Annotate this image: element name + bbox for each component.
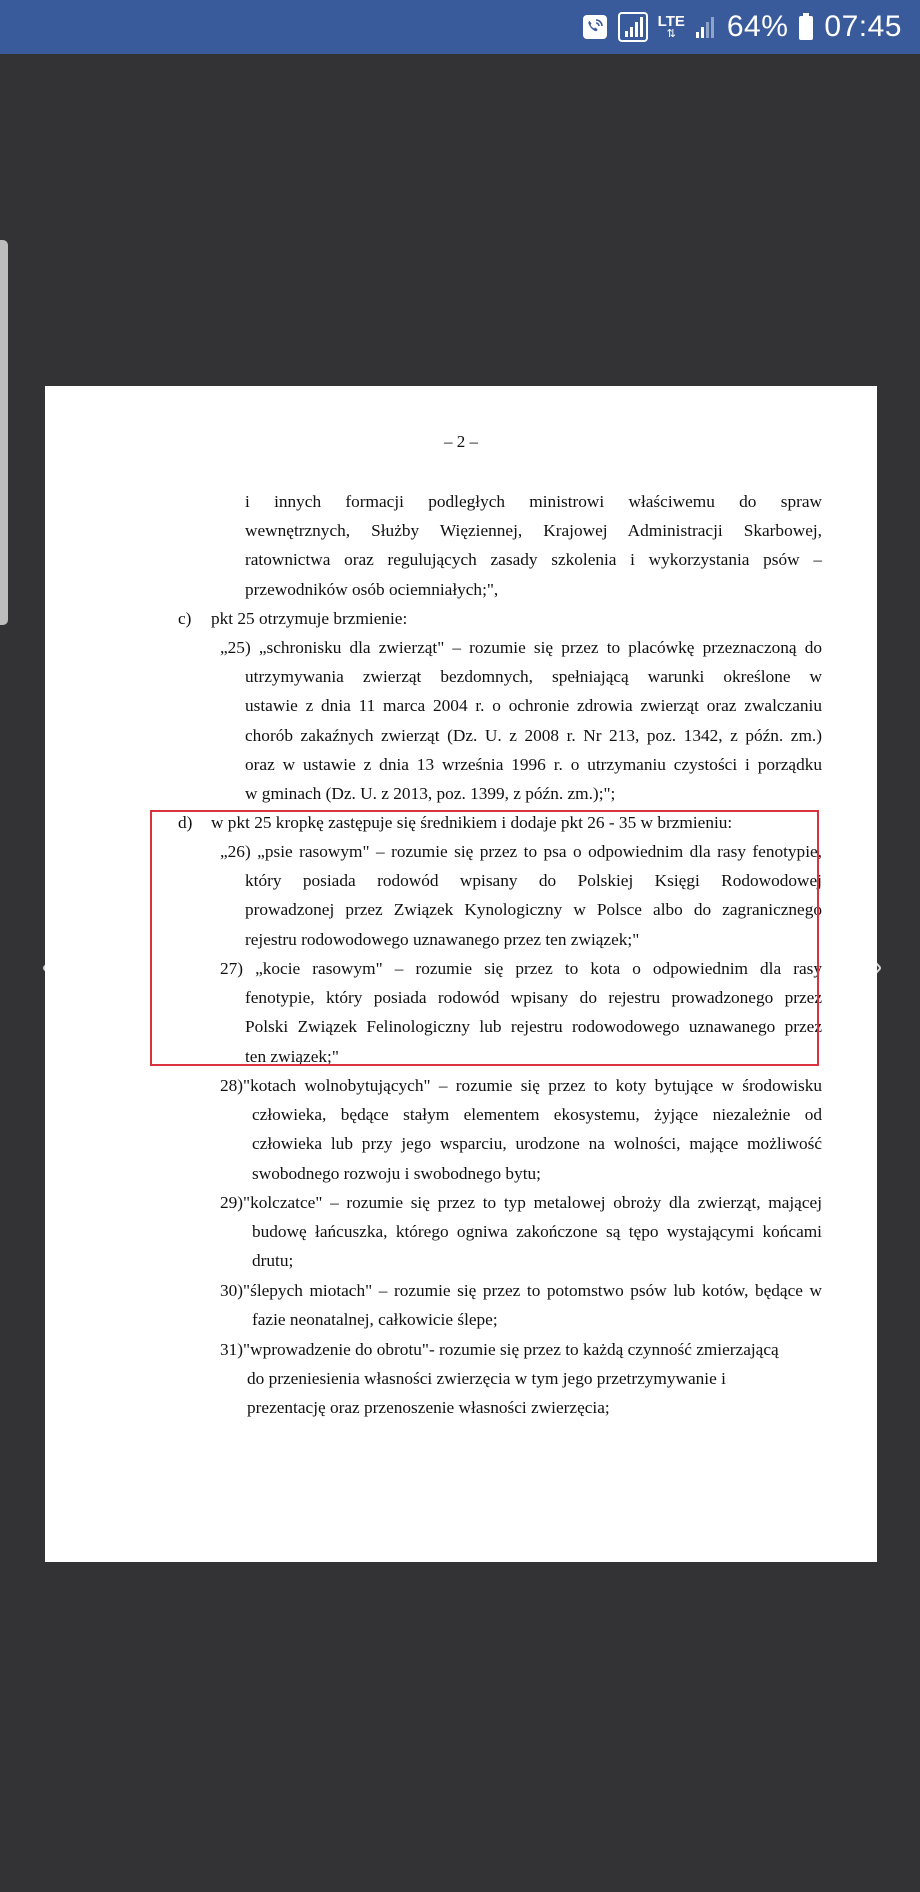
text-line: 27) „kocie rasowym" – rozumie się przez to kota o odpowiednim dla rasy	[220, 959, 822, 978]
text-line: prowadzonej przez Związek Kynologiczny w Polsce albo do zagranicznego	[245, 900, 822, 920]
status-icons	[582, 0, 902, 54]
text-line: „26) „psie rasowym" – rozumie się przez to psa o odpowiednim dla rasy fenotypie,	[220, 842, 822, 861]
text-line: wewnętrznych, Służby Więziennej, Krajowej Administracji Skarbowej,	[245, 521, 822, 541]
text-line: człowieka lub przy jego wsparciu, urodzone na wolności, mające możliwość	[252, 1134, 822, 1154]
point-c-text: pkt 25 otrzymuje brzmienie:	[211, 609, 408, 628]
text-line: w gminach (Dz. U. z 2013, poz. 1399, z późn. zm.);";	[245, 784, 616, 804]
lte-label: LTE	[657, 13, 685, 30]
status-bar	[0, 0, 920, 54]
text-line: budowę łańcuszka, którego ogniwa zakończone są tępo wystającymi końcami	[252, 1222, 822, 1242]
text-line: oraz w ustawie z dnia 13 września 1996 r. o utrzymaniu czystości i porządku	[245, 754, 822, 774]
text-line: ratownictwa oraz regulujących zasady szkolenia i wykorzystania psów –	[245, 550, 822, 570]
text-line: ustawie z dnia 11 marca 2004 r. o ochronie zdrowia zwierząt oraz zwalczaniu	[245, 696, 822, 716]
text-line: człowieka, będące stałym elementem ekosystemu, żyjące niezależnie od	[252, 1105, 822, 1125]
wifi-call-icon	[582, 14, 608, 40]
text-line: „25) „schronisku dla zwierząt" – rozumie się przez to placówkę przeznaczoną do	[220, 638, 822, 657]
text-line: 30)"ślepych miotach" – rozumie się przez to potomstwo psów lub kotów, będące w	[220, 1281, 822, 1300]
item-28	[220, 1071, 822, 1188]
text-line: Polski Związek Felinologiczny lub rejestru rodowodowego uznawanego przez	[245, 1017, 822, 1037]
data-arrows-icon: ⇅	[666, 28, 676, 40]
signal-strength-icon	[695, 14, 717, 40]
point-c-label: c)	[178, 609, 192, 628]
document-page[interactable]	[45, 386, 877, 1562]
text-line: rejestru rodowodowego uznawanego przez ten związek;"	[245, 929, 640, 949]
text-line: prezentację oraz przenoszenie własności zwierzęcia;	[247, 1398, 610, 1418]
item-29	[220, 1188, 822, 1276]
text-line: do przeniesienia własności zwierzęcia w tym jego przetrzymywanie i	[247, 1369, 726, 1389]
continuation-paragraph	[245, 487, 822, 604]
text-line: fenotypie, który posiada rodowód wpisany do rejestru prowadzonego przez	[245, 988, 822, 1008]
battery-percentage: 64%	[726, 10, 789, 43]
edge-panel-handle[interactable]	[0, 240, 8, 625]
text-line: który posiada rodowód wpisany do Polskiej Księgi Rodowodowej	[245, 871, 822, 891]
text-line: 29)"kolczatce" – rozumie się przez to typ metalowej obroży dla zwierząt, mającej	[220, 1193, 822, 1212]
text-line: chorób zakaźnych zwierząt (Dz. U. z 2008 r. Nr 213, poz. 1342, z późn. zm.)	[245, 725, 822, 745]
highlight-box	[150, 810, 819, 1066]
clock: 07:45	[824, 10, 902, 43]
text-line: 31)"wprowadzenie do obrotu"- rozumie się przez to każdą czynność zmierzającą	[220, 1340, 779, 1359]
item-31	[220, 1335, 822, 1423]
item-25	[220, 633, 822, 808]
text-line: przewodników osób ociemniałych;",	[245, 579, 499, 599]
text-line: 28)"kotach wolnobytujących" – rozumie się przez to koty bytujące w środowisku	[220, 1076, 822, 1095]
text-line: swobodnego rozwoju i swobodnego bytu;	[252, 1163, 541, 1183]
signal-icon	[618, 12, 648, 42]
text-line: ten związek;"	[245, 1046, 339, 1066]
text-line: utrzymywania zwierząt bezdomnych, spełniającą warunki określone w	[245, 667, 822, 687]
point-d-text: w pkt 25 kropkę zastępuje się średnikiem i dodaje pkt 26 - 35 w brzmieniu:	[211, 813, 733, 832]
point-d-label: d)	[178, 813, 193, 832]
text-line: i innych formacji podległych ministrowi właściwemu do spraw	[245, 492, 822, 511]
page-number: – 2 –	[444, 432, 478, 451]
item-30	[220, 1276, 822, 1334]
battery-icon	[798, 13, 814, 41]
lte-indicator	[658, 14, 685, 40]
text-line: drutu;	[252, 1251, 294, 1271]
text-line: fazie neonatalnej, całkowicie ślepe;	[252, 1310, 498, 1330]
